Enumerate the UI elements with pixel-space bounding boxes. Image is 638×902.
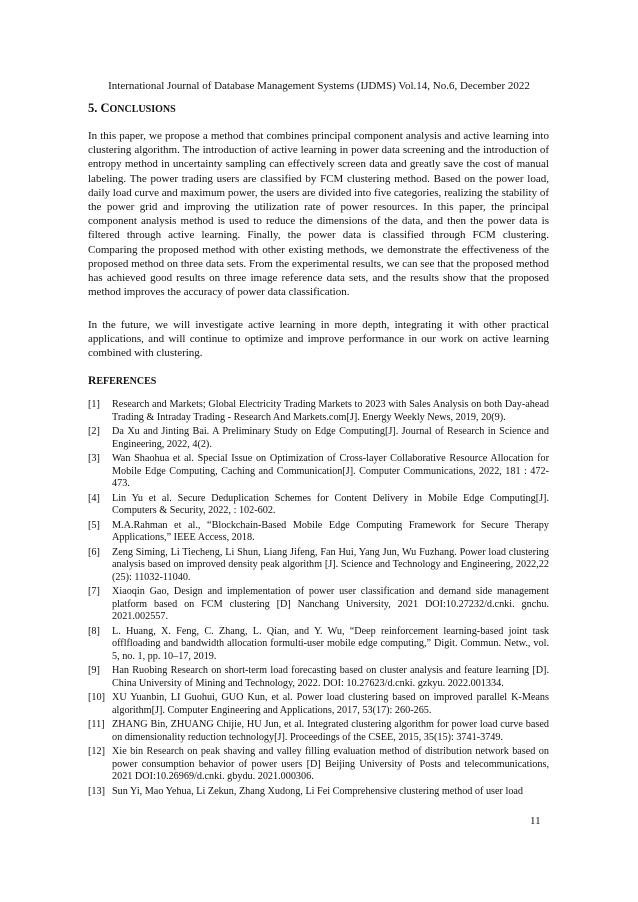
section-title-initial: C [100,101,110,115]
reference-text: Xie bin Research on peak shaving and valley filling evaluation method of distribution network based on power consumption behavior of power users [D] Beijing University of Posts and telecommunications, 2021 DOI:10.26969/d.cnki. gbydu. 2021.000306. [112,746,549,782]
reference-number: [12] [88,746,105,757]
references-heading [88,374,156,389]
reference-item [88,719,549,744]
reference-text: Zeng Siming, Li Tiecheng, Li Shun, Liang Jifeng, Fan Hui, Yang Jun, Wu Fuzhang. Power load clustering analysis based on improved density peak algorithm [J]. Science and Technology and Engineering, 2022,22 (25): 11032-11040. [112,546,549,583]
reference-number: [4] [88,492,100,504]
reference-number: [7] [88,586,100,597]
reference-text: Xiaoqin Gao, Design and implementation of power user classification and demand side management platform based on FCM clustering [D] Nanchang University, 2021 DOI:10.27232/d.cnki. gnchu. 2021.002557. [112,586,549,622]
reference-text: ZHANG Bin, ZHUANG Chijie, HU Jun, et al. Integrated clustering algorithm for power load curve based on dimensionality reduction technology[J]. Proceedings of the CSEE, 2015, 35(15): 3741-3749. [112,719,549,743]
reference-text: Research and Markets; Global Electricity Trading Markets to 2023 with Sales Analysis on both Day-ahead Trading & Intraday Trading - Research And Markets.com[J]. Energy Weekly News, 2019, 20(9). [112,399,549,423]
reference-number: [11] [88,719,105,730]
reference-item [88,426,549,451]
reference-text: Da Xu and Jinting Bai. A Preliminary Study on Edge Computing[J]. Journal of Research in Science and Engineering, 2022, 4(2). [112,426,549,450]
reference-text: Sun Yi, Mao Yehua, Li Zekun, Zhang Xudong, Li Fei Comprehensive clustering method of user load [112,785,524,797]
reference-text: XU Yuanbin, LI Guohui, GUO Kun, et al. Power load clustering based on improved parallel K-Means algorithm[J]. Computer Engineering and Applications, 2017, 53(17): 260-265. [112,692,549,716]
section-heading [88,100,176,118]
references-heading-rest: EFERENCES [96,376,157,387]
conclusion-paragraph-1: In this paper, we propose a method that combines principal component analysis and active learning into clustering algorithm. The introduction of active learning in power data screening and the introduction of entropy method in uncertainty sampling can effectively screen data and greatly save the cost of manual labeling. The power trading users are classified by FCM clustering method. Based on the power load, daily load curve and maximum power, the users are divided into five categories, realizing the stability of the power grid and improving the utilization rate of power resources. In this paper, the principal component analysis method is used to reduce the dimensions of the data, and then the power data is filtered through active learning. Finally, the power data is classified through FCM clustering. Comparing the proposed method with other existing methods, we demonstrate the effectiveness of the proposed method on three data sets. From the experimental results, we can see that the proposed method has achieved good results on three image reference data sets, and the results show that the proposed method improves the accuracy of power data classification. [88,130,549,299]
reference-number: [8] [88,625,100,637]
reference-text: Wan Shaohua et al. Special Issue on Optimization of Cross-layer Collaborative Resource Allocation for Mobile Edge Computing, Caching and Communication[J]. Computer Communications, 2022, 181 : 472-473. [112,453,549,489]
reference-text: Han Ruobing Research on short-term load forecasting based on cluster analysis and feature learning [D]. China University of Mining and Technology, 2022. DOI: 10.27623/d.cnki. gzkyu. 2022.001334. [112,665,549,689]
reference-item [88,453,549,491]
reference-item [88,520,549,545]
reference-number: [2] [88,426,100,437]
reference-text: Lin Yu et al. Secure Deduplication Schemes for Content Delivery in Mobile Edge Computing[J]. Computers & Security, 2022, : 102-602. [112,492,549,516]
reference-number: [13] [88,785,105,797]
running-head: International Journal of Database Management Systems (IJDMS) Vol.14, No.6, December 2022 [108,80,530,92]
reference-number: [1] [88,399,100,410]
reference-text: L. Huang, X. Feng, C. Zhang, L. Qian, and Y. Wu, “Deep reinforcement learning-based joint task offlfloading and bandwidth allocation formulti-user mobile edge computing,” Digit. Commun. Netw., vol. 5, no. 1, pp. 10–17, 2019. [112,625,549,662]
page-number: 11 [530,815,541,827]
reference-number: [9] [88,665,100,676]
reference-list [88,399,549,800]
section-title-rest: ONCLUSIONS [109,104,176,115]
reference-text: M.A.Rahman et al., “Blockchain-Based Mobile Edge Computing Framework for Secure Therapy Applications,” IEEE Access, 2018. [112,519,549,543]
reference-number: [6] [88,546,100,558]
reference-item [88,493,549,518]
reference-item [88,399,549,424]
reference-item [88,665,549,690]
reference-item [88,786,549,799]
reference-number: [5] [88,519,100,531]
section-number: 5. [88,101,98,115]
reference-item [88,626,549,664]
references-heading-initial: R [88,375,97,387]
reference-item [88,547,549,585]
conclusion-paragraph-2: In the future, we will investigate active learning in more depth, integrating it with other practical applications, and will continue to optimize and improve performance in our work on active learning combined with clustering. [88,319,549,360]
reference-item [88,586,549,624]
reference-item [88,692,549,717]
reference-number: [10] [88,692,105,703]
reference-number: [3] [88,453,100,464]
reference-item [88,746,549,784]
